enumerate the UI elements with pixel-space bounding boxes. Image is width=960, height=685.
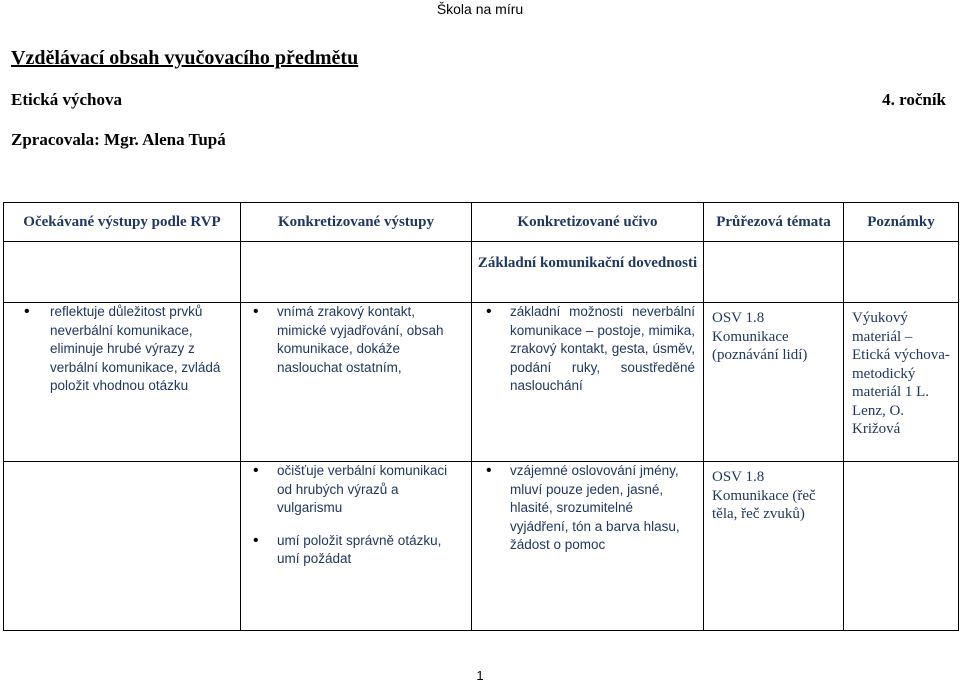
bullet-list (472, 303, 703, 396)
table-cell (472, 303, 704, 462)
column-header: Průřezová témata (704, 203, 844, 242)
table-header-row (4, 203, 959, 242)
list-item: • vnímá zrakový kontakt, mimické vyjadřování, obsah komunikace, dokáže naslouchat ostatním, (241, 303, 471, 377)
note-text: Výukový materiál – Etická výchova-metodický materiál 1 L. Lenz, O. Križová (852, 310, 950, 437)
author-line: Zpracovala: Mgr. Alena Tupá (11, 130, 226, 149)
list-item: • umí položit správně otázku, umí požádat (241, 532, 471, 569)
table-cell (844, 303, 959, 462)
list-spacer (241, 518, 471, 532)
column-header: Konkretizované výstupy (241, 203, 472, 242)
table-cell (704, 303, 844, 462)
table-cell (844, 462, 959, 631)
cross-topic-text: OSV 1.8 Komunikace (řeč těla, řeč zvuků) (712, 469, 816, 522)
table-row (4, 462, 959, 631)
table-cell (241, 303, 472, 462)
cross-topic-text: OSV 1.8 Komunikace (poznávání lidí) (712, 310, 808, 363)
table-row (4, 303, 959, 462)
table-cell (241, 242, 472, 303)
section-title: Základní komunikační dovednosti (477, 255, 698, 271)
list-item: • základní možnosti neverbální komunikace – postoje, mimika, zrakový kontakt, gesta, úsměv, podání ruky, soustředěné naslouchání (472, 303, 703, 396)
table-cell (472, 242, 704, 303)
table-cell (4, 303, 241, 462)
bullet-list (472, 462, 703, 555)
grade-label: 4. ročník (882, 90, 946, 109)
section-row (4, 242, 959, 303)
table-cell (472, 462, 704, 631)
bullet-list (241, 462, 471, 569)
document-title: Vzdělávací obsah vyučovacího předmětu (11, 47, 359, 69)
note-text (844, 462, 958, 468)
column-header: Konkretizované učivo (472, 203, 704, 242)
table-cell (704, 242, 844, 303)
list-item: • reflektuje důležitost prvků neverbální komunikace, eliminuje hrubé výrazy z verbální komunikace, zvládá položit vhodnou otázku (4, 303, 240, 396)
column-header: Poznámky (844, 203, 959, 242)
table-cell (4, 462, 241, 631)
bullet-list (4, 303, 240, 396)
table-cell (844, 242, 959, 303)
page-number: 1 (476, 668, 484, 683)
list-item: • vzájemné oslovování jmény, mluví pouze jeden, jasné, hlasité, srozumitelné vyjádření, tón a barva hlasu, žádost o pomoc (472, 462, 703, 555)
table-cell (4, 242, 241, 303)
column-header: Očekávané výstupy podle RVP (4, 203, 241, 242)
curriculum-table (3, 202, 959, 631)
table-cell (704, 462, 844, 631)
bullet-list (241, 303, 471, 377)
page-header-school: Škola na míru (436, 1, 524, 17)
subject-name: Etická výchova (11, 90, 122, 109)
list-item: • očišťuje verbální komunikaci od hrubých výrazů a vulgarismu (241, 462, 471, 518)
table-cell (241, 462, 472, 631)
